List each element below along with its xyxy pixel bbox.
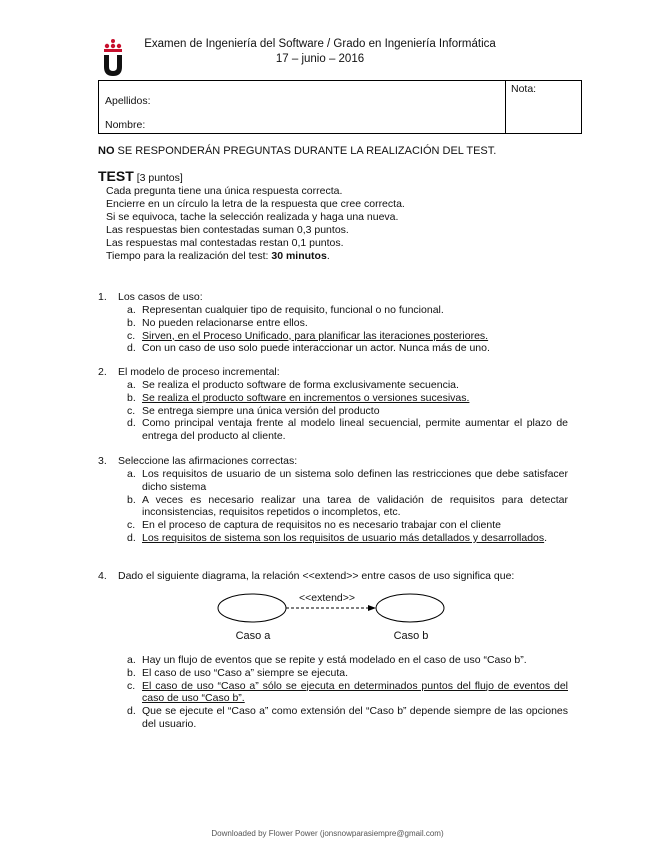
option-letter: c. (127, 329, 136, 342)
exam-title: Examen de Ingeniería del Software / Grado en Ingeniería Informática (144, 38, 496, 50)
option-letter: d. (127, 705, 136, 718)
option-letter: a. (127, 468, 136, 480)
caso-a-label: Caso a (235, 630, 271, 642)
instruction-time-line (106, 250, 405, 263)
test-title: TEST (98, 168, 134, 184)
question-number: 3. (98, 455, 107, 467)
option-letter: d. (127, 342, 136, 355)
question-stem: Seleccione las afirmaciones correctas: (118, 455, 298, 467)
option-b[interactable] (127, 317, 568, 330)
time-prefix: Tiempo para la realización del test: (106, 250, 272, 262)
instruction-line: Si se equivoca, tache la selección realizada y haga una nueva. (106, 211, 399, 223)
option-letter: b. (127, 316, 136, 329)
option-a[interactable] (127, 379, 568, 392)
question-4 (98, 570, 568, 583)
option-text: Como principal ventaja frente al modelo lineal secuencial, permite aumentar el plazo de entrega del producto al cliente. (142, 417, 568, 443)
option-d[interactable] (127, 417, 568, 443)
caso-b-ellipse (376, 594, 444, 622)
option-letter: c. (127, 404, 136, 417)
option-text: Representan cualquier tipo de requisito, funcional o no funcional. (142, 304, 444, 316)
option-text: El caso de uso “Caso a” siempre se ejecuta. (142, 666, 349, 679)
option-letter: b. (127, 666, 136, 679)
option-letter: a. (127, 304, 136, 316)
option-letter: c. (127, 519, 136, 532)
question-2 (98, 366, 568, 443)
test-points: [3 puntos] (133, 172, 183, 184)
question-3 (98, 455, 568, 545)
instruction-line: Las respuestas bien contestadas suman 0,3 puntos. (106, 224, 349, 236)
option-text-answer: Los requisitos de sistema son los requisitos de usuario más detallados y desarrollados (142, 531, 545, 544)
option-c[interactable] (127, 405, 568, 418)
question-number: 4. (98, 570, 107, 582)
option-letter: d. (127, 417, 136, 430)
option-text: A veces es necesario realizar una tarea de validación de requisitos para detectar inconsistencias, requisitos repetidos o incompletos, etc. (142, 493, 568, 519)
option-d[interactable] (127, 705, 568, 731)
option-text-answer: Sirven, en el Proceso Unificado, para planificar las iteraciones posteriores. (142, 329, 489, 342)
option-text-answer: Se realiza el producto software en incrementos o versiones sucesivas. (142, 391, 470, 404)
option-letter: b. (127, 391, 136, 404)
question-stem: Los casos de uso: (118, 291, 203, 303)
university-logo (100, 38, 126, 78)
option-letter: b. (127, 493, 136, 506)
instruction-line: Las respuestas mal contestadas restan 0,1 puntos. (106, 237, 344, 249)
option-text: Se entrega siempre una única versión del producto (142, 404, 380, 417)
option-letter: c. (127, 679, 136, 692)
caso-a-ellipse (218, 594, 286, 622)
option-text: En el proceso de captura de requisitos no es necesario trabajar con el cliente (142, 519, 501, 532)
option-text: No pueden relacionarse entre ellos. (142, 316, 308, 329)
option-c[interactable] (127, 519, 568, 532)
time-value: 30 minutos (271, 250, 327, 262)
instruction-line: Encierre en un círculo la letra de la respuesta que cree correcta. (106, 198, 405, 210)
question-4-options (98, 654, 568, 731)
caso-b-label: Caso b (393, 630, 429, 642)
grade-divider (505, 81, 506, 133)
question-number: 2. (98, 366, 107, 378)
option-letter: a. (127, 379, 136, 391)
option-a[interactable] (127, 654, 568, 667)
option-trailing: . (544, 531, 548, 544)
option-text-answer: El caso de uso “Caso a” sólo se ejecuta en determinados puntos del flujo de eventos del caso de uso “Caso b”. (142, 679, 568, 705)
option-text: Con un caso de uso solo puede interaccionar un actor. Nunca más de uno. (142, 342, 490, 355)
time-suffix: . (326, 250, 330, 262)
option-c[interactable] (127, 330, 568, 343)
question-1 (98, 291, 568, 355)
option-b[interactable] (127, 667, 568, 680)
option-a[interactable] (127, 468, 568, 494)
apellidos-label: Apellidos: (105, 95, 151, 107)
student-id-box (98, 80, 582, 134)
exam-date: 17 – junio – 2016 (275, 53, 365, 65)
download-footer: Downloaded by Flower Power (jonsnowparasiempre@gmail.com) (211, 829, 444, 838)
nombre-label: Nombre: (105, 119, 146, 131)
warning-bold: NO (98, 145, 115, 157)
extend-diagram (215, 588, 445, 648)
option-text: Los requisitos de usuario de un sistema solo definen las restricciones que debe satisfacer dicho sistema (142, 468, 568, 493)
option-b[interactable] (127, 392, 568, 405)
option-text: Hay un flujo de eventos que se repite y está modelado en el caso de uso “Caso b”. (142, 654, 527, 666)
option-d[interactable] (127, 342, 568, 355)
option-letter: a. (127, 654, 136, 666)
option-b[interactable] (127, 494, 568, 520)
warning-text: SE RESPONDERÁN PREGUNTAS DURANTE LA REALIZACIÓN DEL TEST. (114, 145, 497, 157)
option-d[interactable] (127, 532, 568, 545)
no-questions-warning (98, 145, 496, 157)
extend-stereotype: <<extend>> (298, 592, 356, 604)
extend-arrowhead (368, 605, 376, 611)
option-letter: d. (127, 531, 136, 544)
test-heading (98, 168, 183, 184)
instruction-line: Cada pregunta tiene una única respuesta correcta. (106, 185, 343, 197)
option-c[interactable] (127, 680, 568, 706)
option-a[interactable] (127, 304, 568, 317)
question-stem: Dado el siguiente diagrama, la relación <<extend>> entre casos de uso significa que: (118, 570, 515, 582)
question-stem: El modelo de proceso incremental: (118, 366, 280, 378)
question-number: 1. (98, 291, 107, 303)
option-text: Se realiza el producto software de forma exclusivamente secuencia. (142, 379, 459, 391)
nota-label: Nota: (511, 83, 537, 95)
test-instructions (106, 185, 405, 263)
option-text: Que se ejecute el “Caso a” como extensión del “Caso b” depende siempre de las opciones del usuario. (142, 705, 568, 730)
